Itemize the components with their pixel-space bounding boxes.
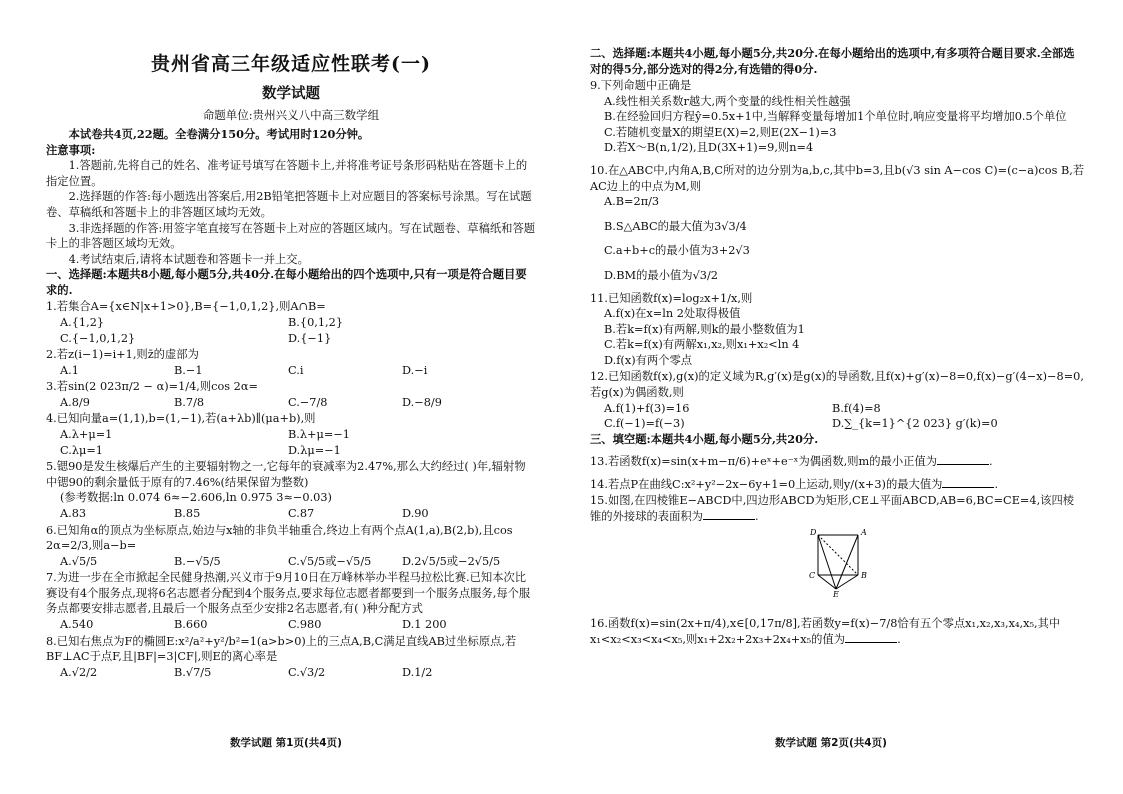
section-1-heading: 一、选择题:本题共8小题,每小题5分,共40分.在每小题给出的四个选项中,只有一项是符合题目要求的. [46,267,527,297]
option-c: C.87 [288,506,315,520]
option-d: D.{−1} [288,331,332,345]
option-a: A.1 [60,363,79,377]
option-a: A.λ+μ=1 [60,428,113,442]
option-d: D.若X～B(n,1/2),且D(3X+1)=9,则n=4 [604,141,814,155]
section-3-heading: 三、填空题:本题共4小题,每小题5分,共20分. [590,431,819,446]
option-d: D.90 [402,506,429,520]
option-a: A.B=2π/3 [604,195,660,209]
question-10 [590,163,1085,283]
option-c: C.{−1,0,1,2} [60,331,136,345]
question-14: 14.若点P在曲线C:x²+y²−2x−6y+1=0上运动,则y/(x+3)的最大值为 . [590,477,999,491]
question-stem: 5.锶90是发生核爆后产生的主要辐射物之一,它每年的衰减率为2.47%,那么大约经过( )年,辐射物中锶90的剩余量低于原有的7.46%(结果保留为整数) [46,460,526,489]
option-b: B.660 [174,618,208,631]
question-stem: 7.为进一步在全市掀起全民健身热潮,兴义市于9月10日在万峰林举办半程马拉松比赛.已知本次比赛设有4个服务点,现将6名志愿者分配到4个服务点,要求每位志愿者都要到一个服务点服务,每个服务点都要安排志愿者,且最后一个服务点至少安排2名志愿者,有( )种分配方式 [46,571,531,616]
option-d: D.BM的最小值为√3/2 [604,268,718,282]
option-c: C.−7/8 [288,395,328,409]
option-b: B.f(4)=8 [832,401,881,415]
option-d: D.λμ=−1 [288,443,341,457]
option-b: B.7/8 [174,395,205,409]
page-2-footer: 数学试题 第2页(共4页) [775,737,887,749]
question-stem: 6.已知角α的顶点为坐标原点,始边与x轴的非负半轴重合,终边上有两个点A(1,a),B(2,b),且cos 2α=2/3,则a−b= [46,523,513,553]
page-2 [590,46,1085,647]
notice-3: 3.非选择题的作答:用签字笔直接写在答题卡上对应的答题区域内。写在试题卷、草稿纸和答题卡上的非答题区域均无效。 [46,221,536,251]
option-b: B.在经验回归方程ŷ=0.5x+1中,当解释变量每增加1个单位时,响应变量将平均增加0.5个单位 [604,110,1067,124]
option-b: B.{0,1,2} [288,316,344,330]
option-a: A.√2/2 [60,665,98,679]
section-2-heading: 二、选择题:本题共4小题,每小题5分,共20分.在每小题给出的选项中,有多项符合题目要求.全部选对的得5分,部分选对的得2分,有选错的得0分. [590,46,1075,76]
option-a: A.f(1)+f(3)=16 [604,401,690,415]
question-stem: 3.若sin(2 023π/2 − α)=1/4,则cos 2α= [46,380,258,394]
label-c: C [809,570,816,580]
option-b: B.85 [174,506,201,520]
notice-2: 2.选择题的作答:每小题选出答案后,用2B铅笔把答题卡上对应题目的答案标号涂黑。写在试题卷、草稿纸和答题卡上的非答题区域均无效。 [46,190,532,219]
option-d: D.−8/9 [402,395,442,409]
question-stem: 14.若点P在曲线C:x²+y²−2x−6y+1=0上运动,则y/(x+3)的最大值为 [590,477,943,491]
pyramid-diagram [808,527,872,597]
question-stem: 13.若函数f(x)=sin(x+m−π/6)+eˣ+e⁻ˣ为偶函数,则m的最小正值为 [590,455,938,469]
option-c: C.i [288,363,304,377]
option-c: C.λμ=1 [60,443,103,457]
option-a: A.√5/5 [60,554,98,568]
option-c: C.f(−1)=f(−3) [604,417,685,431]
question-7 [46,570,536,632]
option-c: C.若随机变量X的期望E(X)=2,则E(2X−1)=3 [604,125,837,139]
question-stem: 15.如图,在四棱锥E−ABCD中,四边形ABCD为矩形,CE⊥平面ABCD,AB=6,BC=CE=4,该四棱锥的外接球的表面积为 [590,494,1075,524]
question-stem: 4.已知向量a=(1,1),b=(1,−1),若(a+λb)∥(μa+b),则 [46,412,316,426]
notice-4: 4.考试结束后,请将本试题卷和答题卡一并上交。 [68,252,309,266]
pyramid-figure [808,527,1085,602]
option-b: B.λ+μ=−1 [288,428,350,442]
option-c: C.√5/5或−√5/5 [288,554,372,568]
question-stem: 9.下列命题中正确是 [590,79,692,93]
option-c: C.若k=f(x)有两解x₁,x₂,则x₁+x₂<ln 4 [604,338,800,352]
question-12 [590,369,1085,431]
question-4 [46,411,536,458]
exam-unit: 命题单位:贵州兴义八中高三数学组 [202,108,380,123]
question-8 [46,634,536,681]
notice-title: 注意事项: [46,142,96,157]
question-16: 16.函数f(x)=sin(2x+π/4),x∈[0,17π/8],若函数y=f(x)−7/8恰有五个零点x₁,x₂,x₃,x₄,x₅,其中x₁<x₂<x₃<x₄<x₅,则x₁+2x₂+2x₃+2x₄+x₅的值为 . [590,617,1061,646]
option-a: A.{1,2} [60,316,105,330]
option-b: B.−√5/5 [174,554,221,568]
question-6 [46,523,536,570]
option-c: C.980 [288,618,322,631]
question-3 [46,379,536,410]
option-d: D.f(x)有两个零点 [604,353,693,367]
answer-blank [845,633,897,643]
notice-1: 1.答题前,先将自己的姓名、准考证号填写在答题卡上,并将准考证号条形码粘贴在答题卡上的指定位置。 [46,159,528,188]
question-5 [46,459,536,521]
option-c: C.a+b+c的最小值为3+2√3 [604,244,750,258]
question-15: 15.如图,在四棱锥E−ABCD中,四边形ABCD为矩形,CE⊥平面ABCD,AB=6,BC=CE=4,该四棱锥的外接球的表面积为 . D A C B E [590,493,1085,601]
exam-intro: 本试卷共4页,22题。全卷满分150分。考试用时120分钟。 [68,127,370,142]
option-a: A.f(x)在x=ln 2处取得极值 [604,307,741,321]
label-d: D [810,527,817,537]
label-a: A [861,527,867,537]
option-a: A.8/9 [60,395,90,409]
option-c: C.√3/2 [288,665,326,679]
option-d: D.1/2 [402,665,433,679]
option-b: B.−1 [174,363,203,377]
question-stem: 8.已知右焦点为F的椭圆E:x²/a²+y²/b²=1(a>b>0)上的三点A,B,C满足直线AB过坐标原点,若BF⊥AC于点F,且|BF|=3|CF|,则E的离心率是 [46,634,517,664]
question-stem: 2.若z(i−1)=i+1,则z̄的虚部为 [46,348,199,362]
question-1 [46,299,536,346]
option-b: B.√7/5 [174,665,212,679]
question-stem: 10.在△ABC中,内角A,B,C所对的边分别为a,b,c,其中b=3,且b(√3 sin A−cos C)=(c−a)cos B,若AC边上的中点为M,则 [590,164,1085,193]
option-a: A.线性相关系数r越大,两个变量的线性相关性越强 [604,94,851,108]
option-a: A.540 [60,618,94,631]
option-d: D.2√5/5或−2√5/5 [402,554,501,568]
question-stem: 1.若集合A={x∈N|x+1>0},B={−1,0,1,2},则A∩B= [46,300,326,314]
question-11 [590,291,1085,369]
option-b: B.若k=f(x)有两解,则k的最小整数值为1 [604,322,805,336]
question-2 [46,347,536,378]
exam-title: 贵州省高三年级适应性联考(一) [151,53,431,75]
label-b: B [861,570,867,580]
exam-subtitle: 数学试题 [262,85,320,103]
page-1 [46,0,536,680]
option-d: D.∑_{k=1}^{2 023} g′(k)=0 [832,417,998,431]
option-d: D.−i [402,363,428,377]
question-stem: 12.已知函数f(x),g(x)的定义域为R,g′(x)是g(x)的导函数,且f(x)+g′(x)−8=0,f(x)−g′(4−x)−8=0,若g(x)为偶函数,则 [590,370,1084,399]
answer-blank [937,455,989,465]
answer-blank [703,510,755,520]
reference-data: (参考数据:ln 0.074 6≈−2.606,ln 0.975 3≈−0.03) [60,491,332,505]
question-9 [590,78,1085,156]
option-d: D.1 200 [402,618,447,631]
question-stem: 16.函数f(x)=sin(2x+π/4),x∈[0,17π/8],若函数y=f(x)−7/8恰有五个零点x₁,x₂,x₃,x₄,x₅,其中x₁<x₂<x₃<x₄<x₅,则x₁+2x₂+2x₃+2x₄+x₅的值为 [590,617,1061,646]
question-13: 13.若函数f(x)=sin(x+m−π/6)+eˣ+e⁻ˣ为偶函数,则m的最小正值为 . [590,455,993,469]
option-b: B.S△ABC的最大值为3√3/4 [604,219,747,233]
answer-blank [942,478,994,488]
option-a: A.83 [60,506,87,520]
page-1-footer: 数学试题 第1页(共4页) [230,737,342,749]
label-e: E [833,589,839,597]
question-stem: 11.已知函数f(x)=log₂x+1/x,则 [590,291,753,305]
